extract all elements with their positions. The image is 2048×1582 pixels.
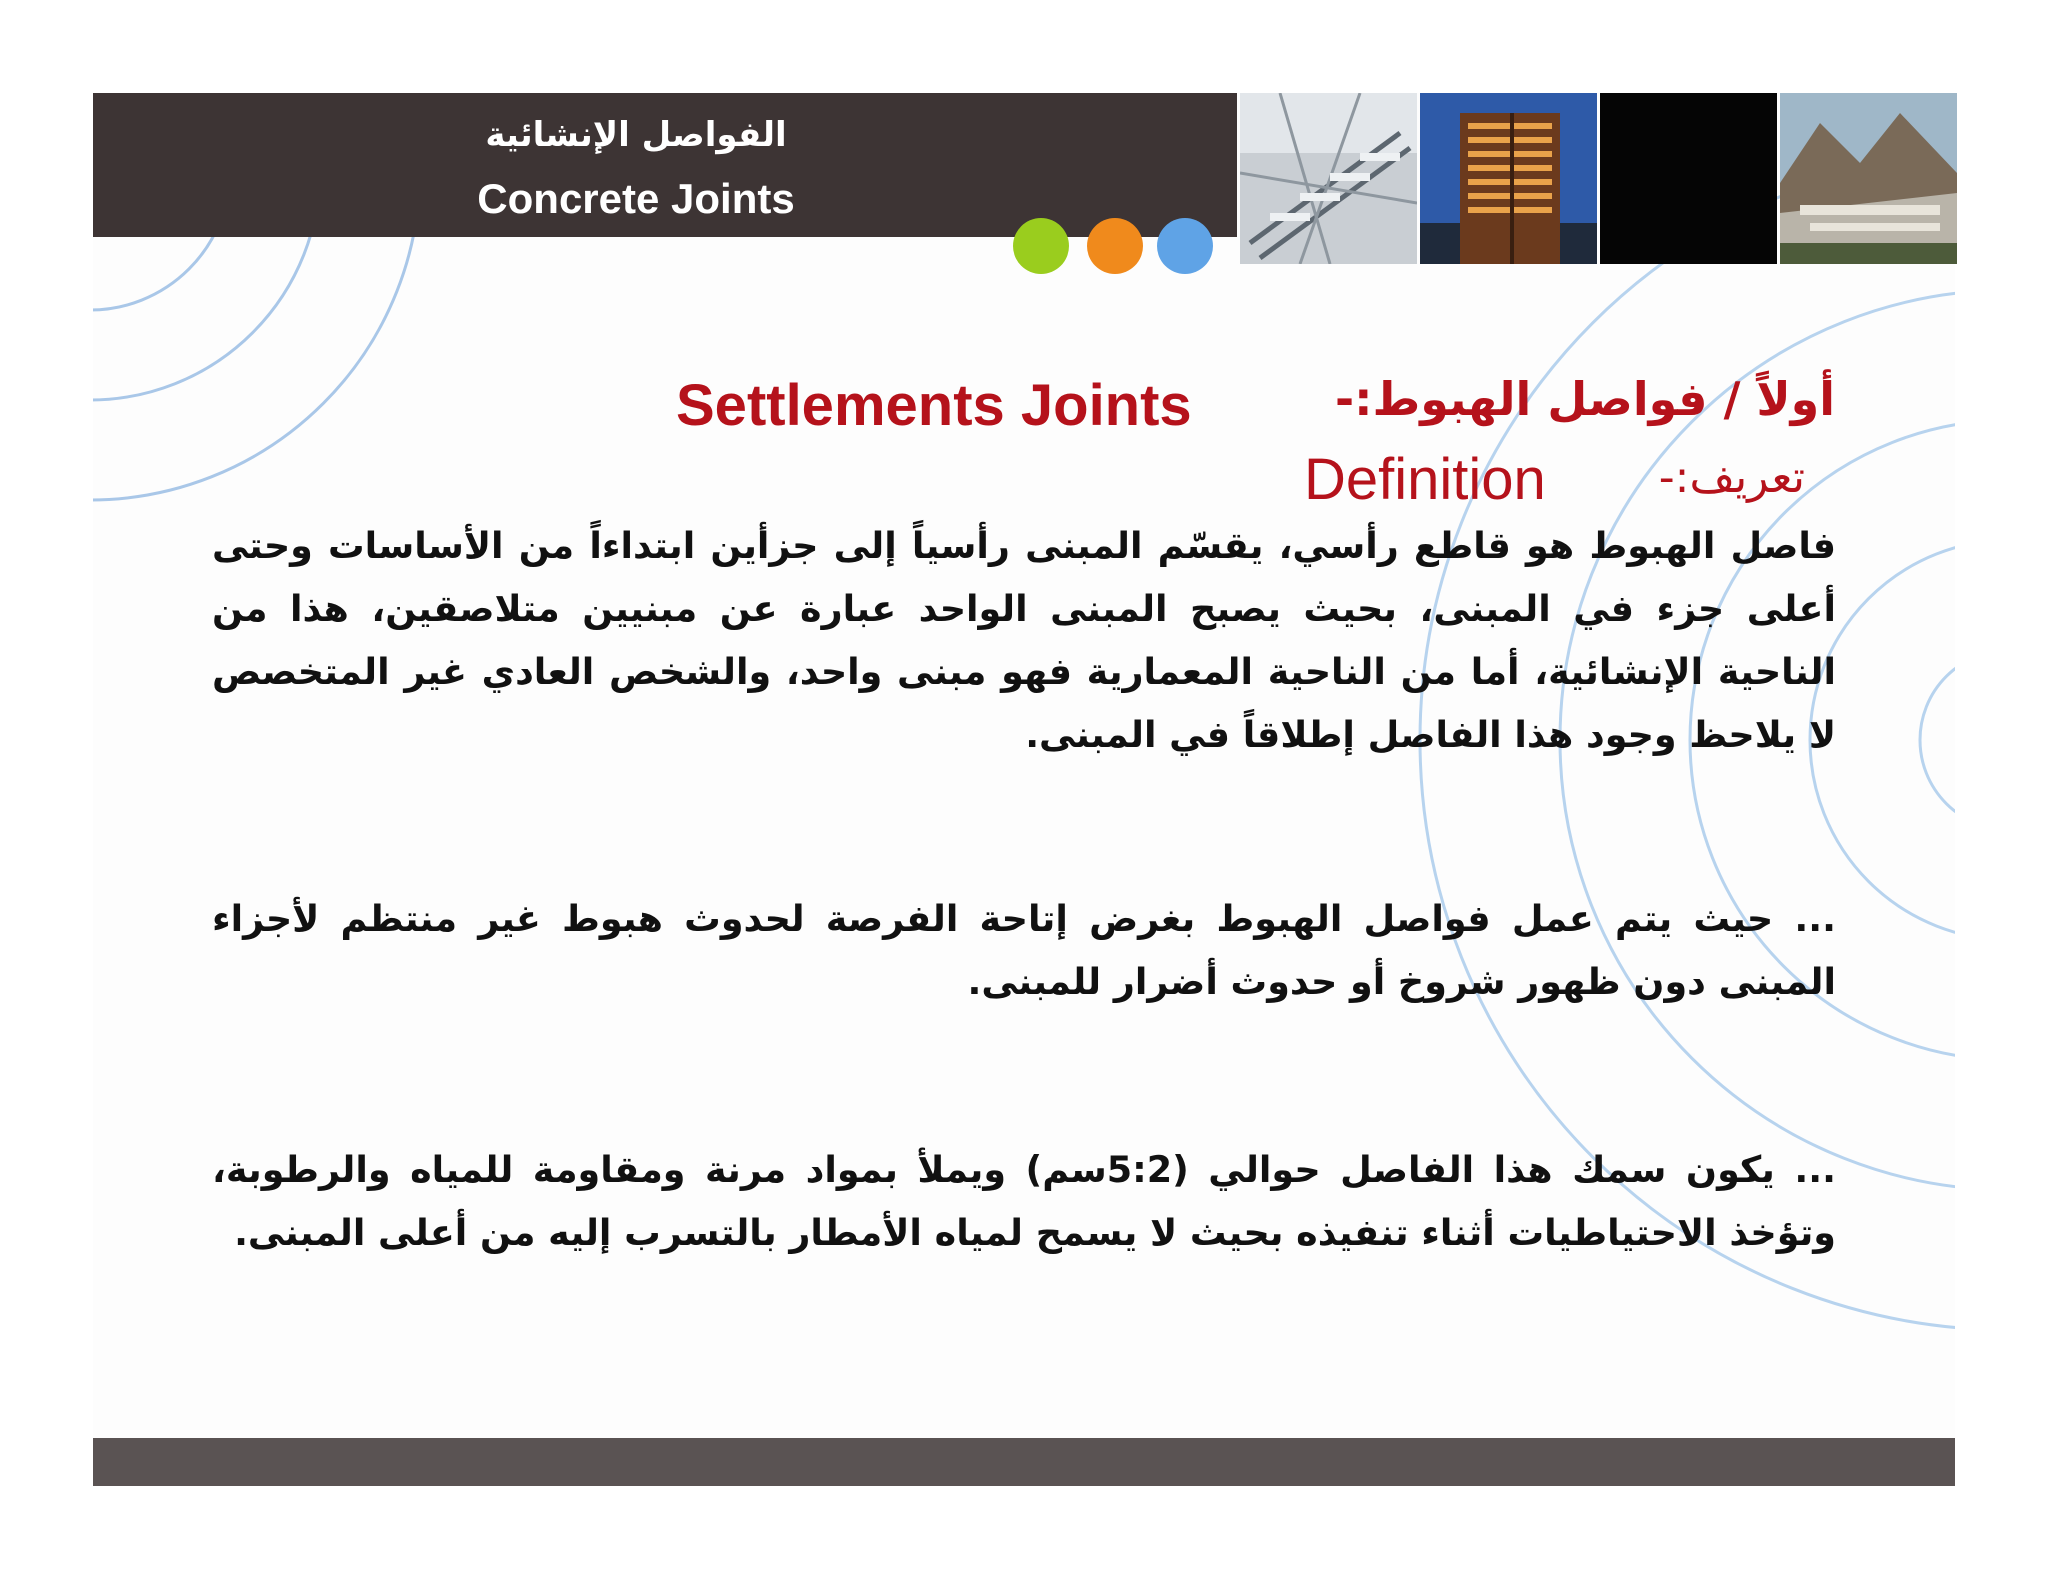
header-title-english: Concrete Joints: [477, 175, 795, 222]
definition-label-english: Definition: [1304, 447, 1546, 512]
thickness-paragraph: ... يكون سمك هذا الفاصل حوالي (5:2سم) ويملأ بمواد مرنة ومقاومة للمياه والرطوبة، وتؤخذ الاحتياطيات أثناء تنفيذه بحيث لا يسمح لمياه الأمطار بالتسرب إليه من أعلى المبنى.: [212, 1148, 1836, 1254]
mountain-building-photo: [1780, 93, 1957, 264]
section-heading-english: Settlements Joints: [676, 373, 1192, 438]
footer-bar: [93, 1438, 1955, 1486]
dark-photo: [1600, 93, 1777, 264]
green-dot-icon: [1013, 218, 1069, 274]
blue-dot-icon: [1157, 218, 1213, 274]
header-title-arabic: الفواصل الإنشائية: [485, 115, 787, 155]
purpose-paragraph: ... حيث يتم عمل فواصل الهبوط بغرض إتاحة الفرصة لحدوث هبوط غير منتظم لأجزاء المبنى دون ظهور شروخ أو حدوث أضرار للمبنى.: [212, 897, 1836, 1003]
section-heading-arabic: أولاً / فواصل الهبوط:-: [1335, 372, 1835, 426]
staircase-photo: [1240, 93, 1417, 264]
definition-label-arabic: تعريف:-: [1658, 452, 1805, 503]
orange-dot-icon: [1087, 218, 1143, 274]
tower-building-photo: [1420, 93, 1597, 264]
definition-paragraph: فاصل الهبوط هو قاطع رأسي، يقسّم المبنى رأسياً إلى جزأين ابتداءاً من الأساسات وحتى أعلى جزء في المبنى، بحيث يصبح المبنى الواحد عبارة عن مبنيين متلاصقين، هذا من الناحية الإنشائية، أما من الناحية المعمارية فهو مبنى واحد، والشخص العادي غير المتخصص لا يلاحظ وجود هذا الفاصل إطلاقاً في المبنى.: [212, 524, 1836, 756]
